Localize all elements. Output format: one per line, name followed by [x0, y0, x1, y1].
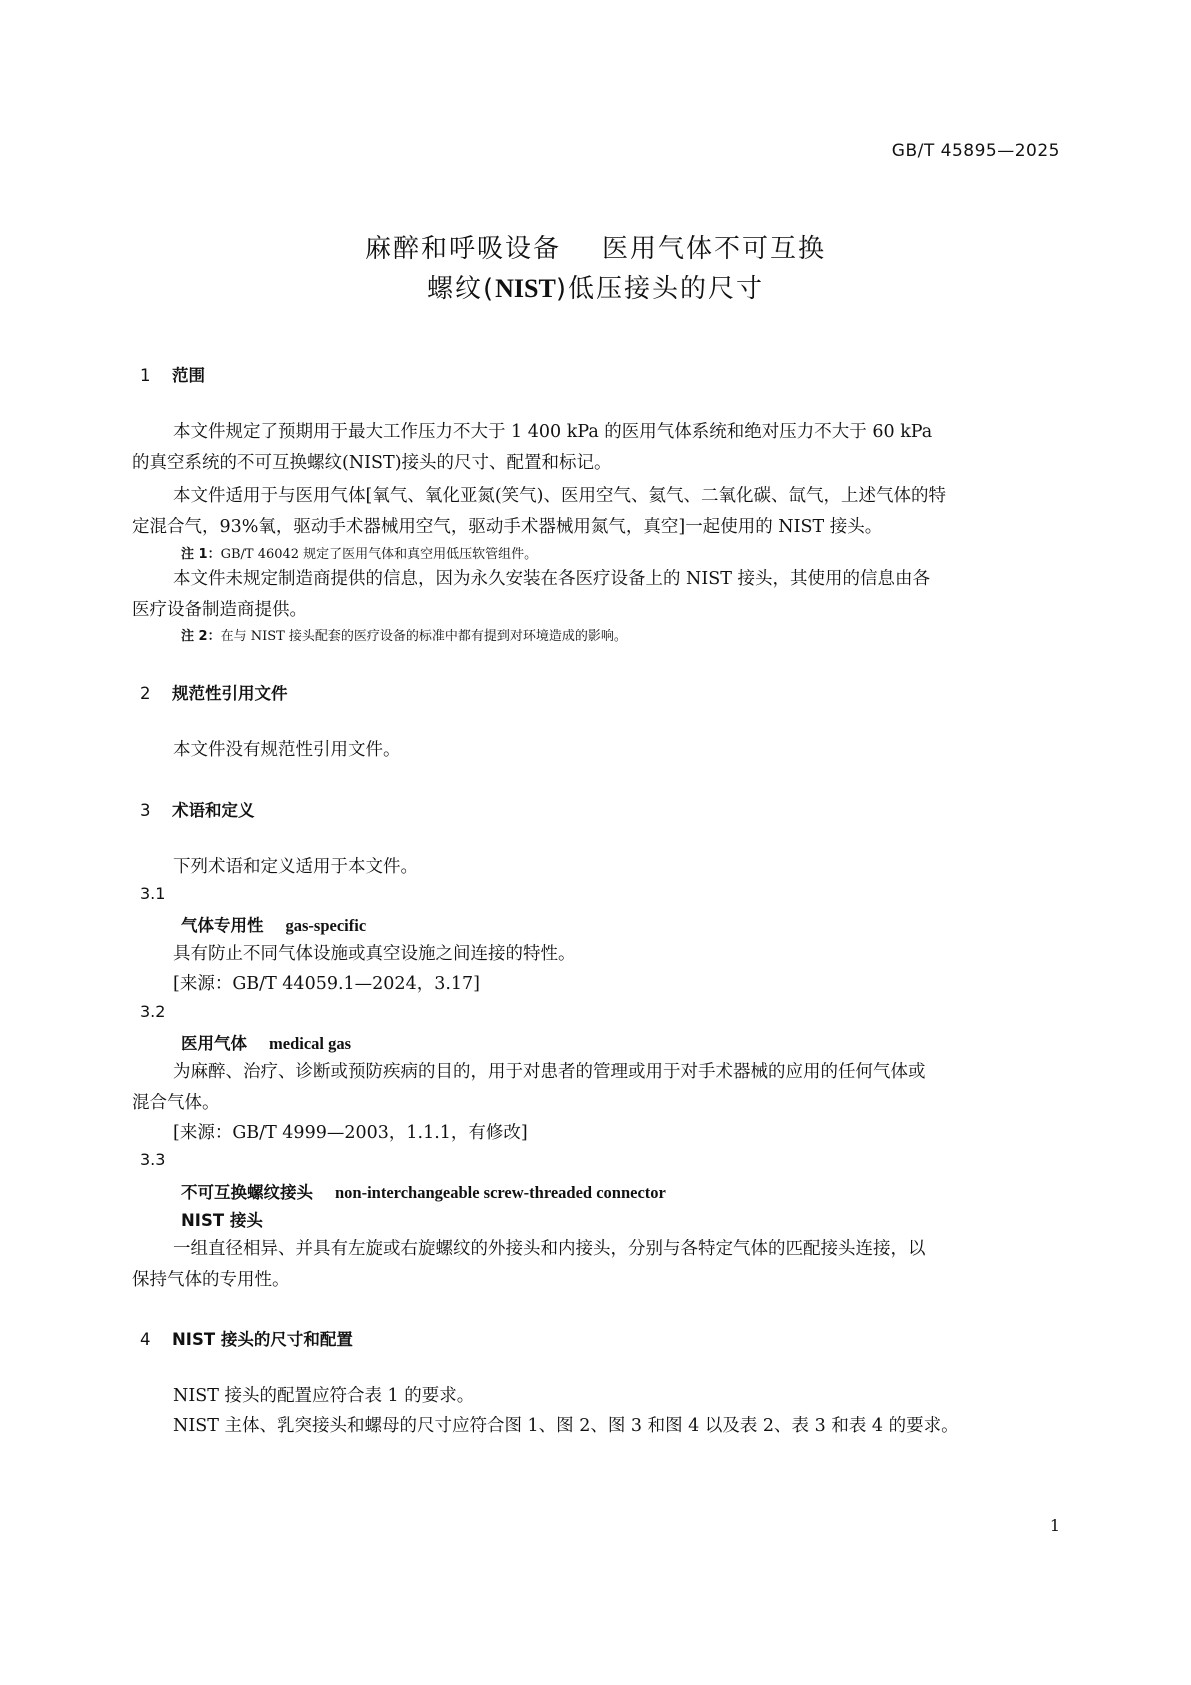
document-title-line-2: 螺纹(NIST)低压接头的尺寸	[426, 274, 764, 304]
term-3-1-source: [来源：GB/T 44059.1—2024，3.17]	[173, 974, 480, 994]
term-3-1-definition: 具有防止不同气体设施或真空设施之间连接的特性。	[173, 944, 576, 964]
term-3-2-source: [来源：GB/T 4999—2003，1.1.1，有修改]	[173, 1123, 528, 1143]
term-3-2-definition-line-1: 为麻醉、治疗、诊断或预防疾病的目的，用于对患者的管理或用于对手术器械的应用的任何气体或	[173, 1062, 926, 1082]
term-3-3-number: 3.3	[140, 1150, 166, 1169]
term-3-2-number: 3.2	[140, 1002, 166, 1021]
term-3-3-abbreviation: NIST 接头	[181, 1211, 263, 1230]
page-number: 1	[1049, 1516, 1060, 1535]
section-3-heading: 3 术语和定义	[140, 801, 255, 820]
s1-paragraph-1-line-1: 本文件规定了预期用于最大工作压力不大于 1 400 kPa 的医用气体系统和绝对压力不大于 60 kPa	[173, 422, 933, 442]
document-title-line-1: 麻醉和呼吸设备 医用气体不可互换	[364, 234, 827, 264]
standard-number: GB/T 45895—2025	[891, 141, 1060, 161]
term-3-1-title: 气体专用性 gas-specific	[181, 916, 367, 935]
s2-paragraph: 本文件没有规范性引用文件。	[173, 740, 401, 760]
s1-paragraph-2-line-1: 本文件适用于与医用气体[氧气、氧化亚氮(笑气)、医用空气、氦气、二氧化碳、氙气，上述气体的特	[173, 486, 946, 506]
s1-paragraph-3-line-2: 医疗设备制造商提供。	[132, 600, 307, 620]
s3-intro: 下列术语和定义适用于本文件。	[173, 857, 418, 877]
s1-note-2: 注 2：在与 NIST 接头配套的医疗设备的标准中都有提到对环境造成的影响。	[181, 629, 627, 644]
term-3-2-title: 医用气体 medical gas	[181, 1034, 352, 1053]
s1-note-1: 注 1：GB/T 46042 规定了医用气体和真空用低压软管组件。	[181, 547, 538, 562]
term-3-3-definition-line-1: 一组直径相异、并具有左旋或右旋螺纹的外接头和内接头，分别与各特定气体的匹配接头连接，以	[173, 1239, 926, 1259]
s4-paragraph-2: NIST 主体、乳突接头和螺母的尺寸应符合图 1、图 2、图 3 和图 4 以及表 2、表 3 和表 4 的要求。	[173, 1416, 959, 1436]
term-3-3-definition-line-2: 保持气体的专用性。	[132, 1270, 290, 1290]
term-3-3-title: 不可互换螺纹接头 non-interchangeable screw-threaded connector	[181, 1183, 666, 1202]
s4-paragraph-1: NIST 接头的配置应符合表 1 的要求。	[173, 1386, 475, 1406]
s1-paragraph-2-line-2: 定混合气，93%氧，驱动手术器械用空气，驱动手术器械用氮气，真空]一起使用的 NIST 接头。	[132, 517, 883, 537]
term-3-1-number: 3.1	[140, 884, 166, 903]
term-3-2-definition-line-2: 混合气体。	[132, 1093, 220, 1113]
section-1-heading: 1 范围	[140, 366, 205, 385]
s1-paragraph-1-line-2: 的真空系统的不可互换螺纹(NIST)接头的尺寸、配置和标记。	[132, 453, 612, 473]
s1-paragraph-3-line-1: 本文件未规定制造商提供的信息，因为永久安装在各医疗设备上的 NIST 接头，其使用的信息由各	[173, 569, 931, 589]
section-4-heading: 4 NIST 接头的尺寸和配置	[140, 1330, 353, 1349]
section-2-heading: 2 规范性引用文件	[140, 684, 288, 703]
